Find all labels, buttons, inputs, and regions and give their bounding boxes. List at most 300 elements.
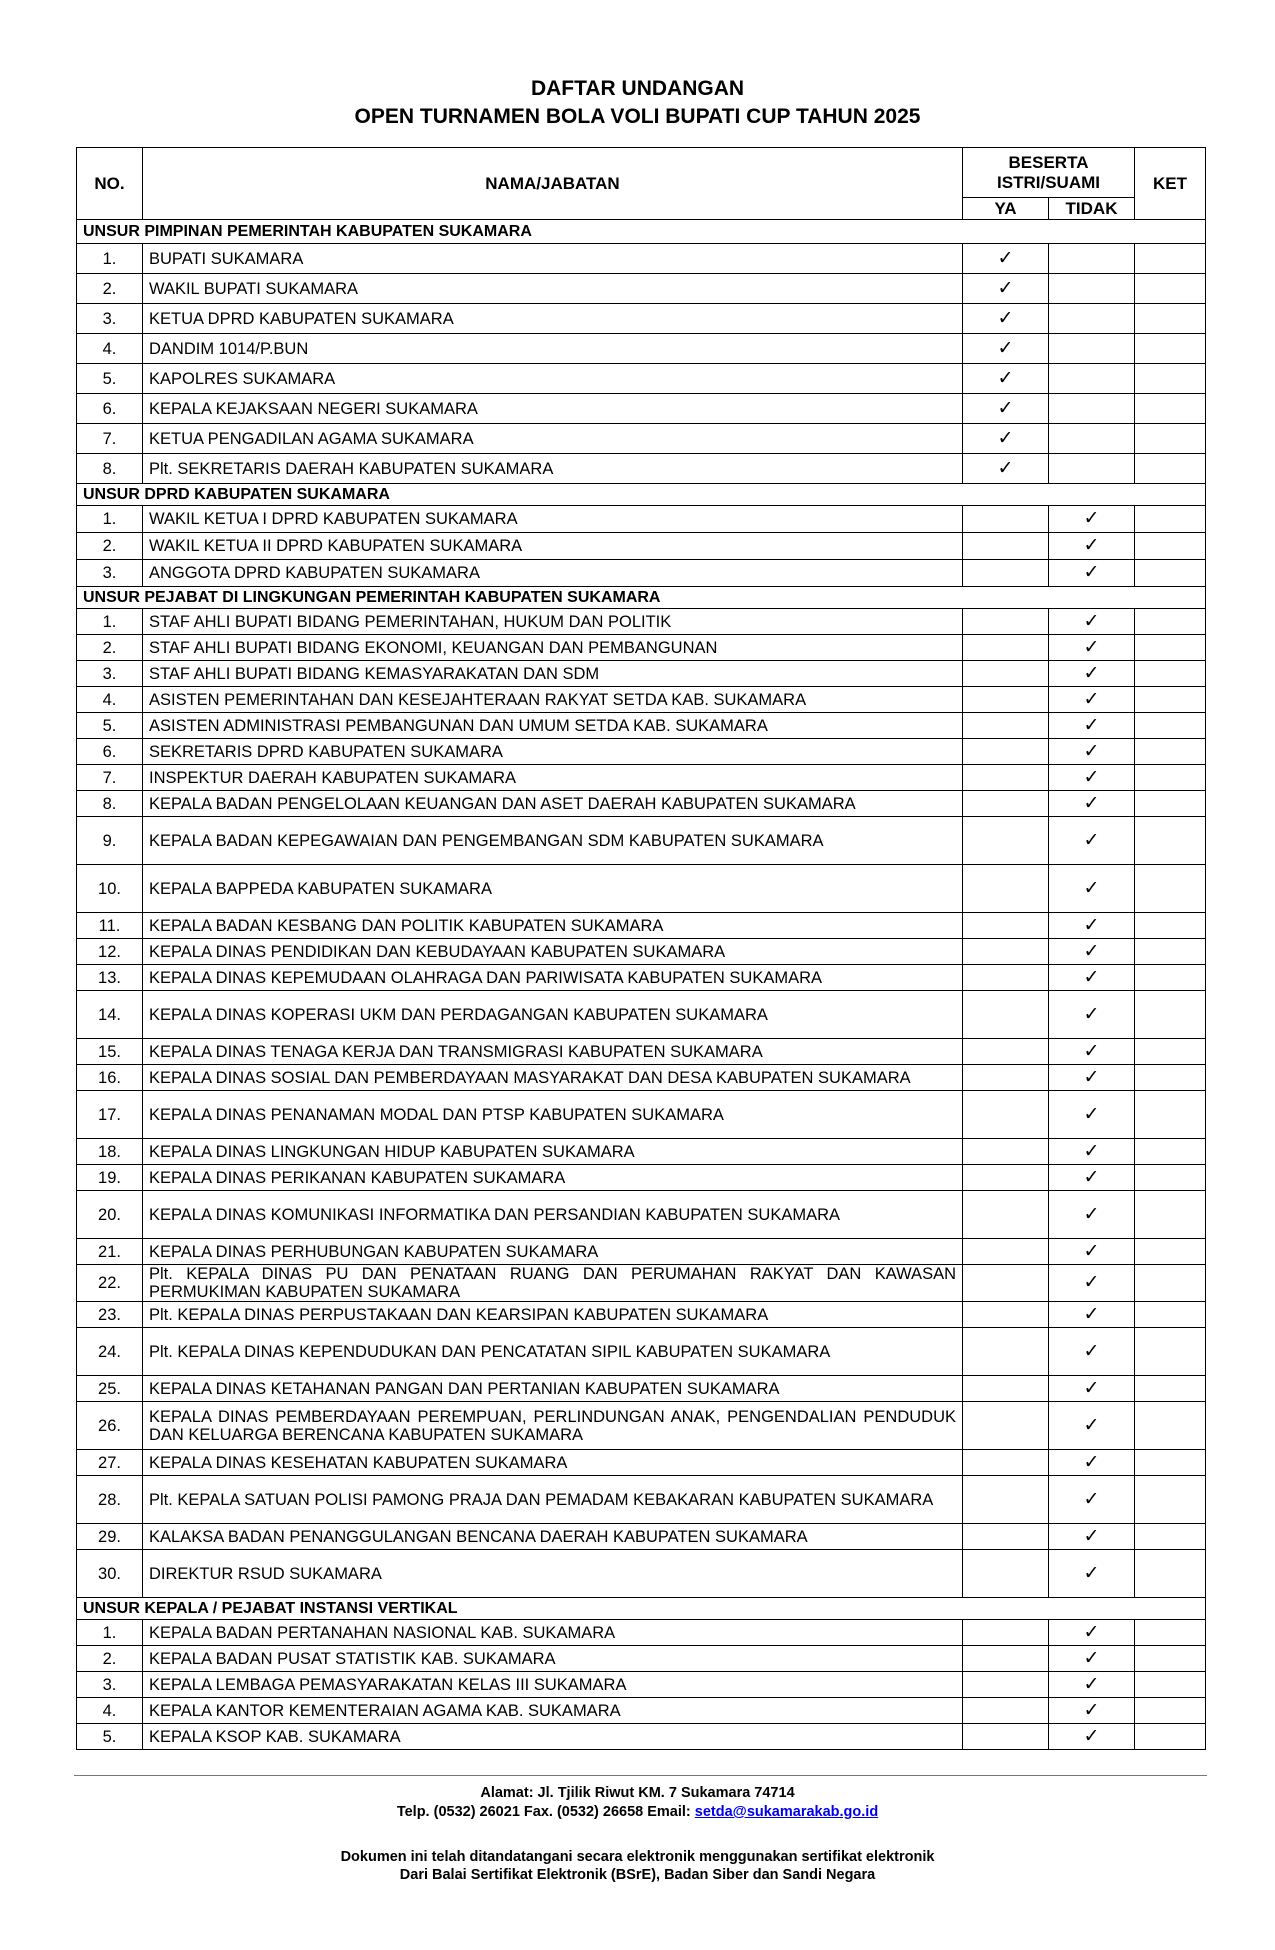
col-header-tidak: TIDAK (1049, 198, 1135, 220)
row-number: 2. (77, 533, 143, 560)
table-row (77, 791, 1206, 817)
check-mark-icon: ✓ (1083, 940, 1100, 962)
ket-cell (1135, 1328, 1206, 1376)
row-position-name: DANDIM 1014/P.BUN (143, 334, 963, 364)
tidak-cell (1049, 334, 1135, 364)
table-row (77, 1265, 1206, 1302)
check-mark-icon: ✓ (1083, 610, 1100, 632)
row-position-name: KEPALA DINAS PERIKANAN KABUPATEN SUKAMARA (143, 1165, 963, 1191)
row-position-name: Plt. SEKRETARIS DAERAH KABUPATEN SUKAMARA (143, 454, 963, 484)
check-mark-icon: ✓ (1083, 877, 1100, 899)
table-row (77, 661, 1206, 687)
tidak-cell (1049, 817, 1135, 865)
ket-cell (1135, 739, 1206, 765)
tidak-cell (1049, 1139, 1135, 1165)
table-row (77, 364, 1206, 394)
ya-cell (963, 1265, 1049, 1302)
row-position-name: Plt. KEPALA SATUAN POLISI PAMONG PRAJA DAN PEMADAM KEBAKARAN KABUPATEN SUKAMARA (143, 1476, 963, 1524)
ya-cell (963, 1550, 1049, 1598)
ket-cell (1135, 1672, 1206, 1698)
row-number: 28. (77, 1476, 143, 1524)
ya-cell (963, 1402, 1049, 1450)
row-position-name: KALAKSA BADAN PENANGGULANGAN BENCANA DAERAH KABUPATEN SUKAMARA (143, 1524, 963, 1550)
table-row (77, 304, 1206, 334)
check-mark-icon: ✓ (997, 367, 1014, 389)
ket-cell (1135, 1065, 1206, 1091)
row-position-name: KEPALA DINAS KOPERASI UKM DAN PERDAGANGAN KABUPATEN SUKAMARA (143, 991, 963, 1039)
tidak-cell (1049, 1698, 1135, 1724)
ket-cell (1135, 913, 1206, 939)
section-title: UNSUR KEPALA / PEJABAT INSTANSI VERTIKAL (77, 1598, 1206, 1620)
row-number: 22. (77, 1265, 143, 1302)
ket-cell (1135, 274, 1206, 304)
ya-cell (963, 1376, 1049, 1402)
ya-cell (963, 1328, 1049, 1376)
ya-cell (963, 1165, 1049, 1191)
table-row (77, 1302, 1206, 1328)
tidak-cell (1049, 1328, 1135, 1376)
row-number: 1. (77, 506, 143, 533)
tidak-cell (1049, 1165, 1135, 1191)
row-number: 10. (77, 865, 143, 913)
ket-cell (1135, 1620, 1206, 1646)
ya-cell (963, 1139, 1049, 1165)
ya-cell (963, 1450, 1049, 1476)
ya-cell (963, 687, 1049, 713)
row-number: 20. (77, 1191, 143, 1239)
check-mark-icon: ✓ (1083, 792, 1100, 814)
row-position-name: ASISTEN PEMERINTAHAN DAN KESEJAHTERAAN RAKYAT SETDA KAB. SUKAMARA (143, 687, 963, 713)
check-mark-icon: ✓ (1083, 1103, 1100, 1125)
check-mark-icon: ✓ (1083, 1040, 1100, 1062)
table-row (77, 1724, 1206, 1750)
ket-cell (1135, 687, 1206, 713)
tidak-cell (1049, 454, 1135, 484)
ket-cell (1135, 364, 1206, 394)
table-row (77, 1376, 1206, 1402)
ya-cell (963, 1302, 1049, 1328)
tidak-cell (1049, 1376, 1135, 1402)
table-row (77, 424, 1206, 454)
tidak-cell (1049, 1265, 1135, 1302)
check-mark-icon: ✓ (1083, 1562, 1100, 1584)
row-number: 21. (77, 1239, 143, 1265)
row-number: 18. (77, 1139, 143, 1165)
check-mark-icon: ✓ (1083, 1673, 1100, 1695)
row-position-name: KEPALA DINAS PENANAMAN MODAL DAN PTSP KABUPATEN SUKAMARA (143, 1091, 963, 1139)
tidak-cell (1049, 713, 1135, 739)
ket-cell (1135, 1265, 1206, 1302)
row-number: 6. (77, 739, 143, 765)
row-position-name: KEPALA DINAS KETAHANAN PANGAN DAN PERTANIAN KABUPATEN SUKAMARA (143, 1376, 963, 1402)
section-header-row (77, 1598, 1206, 1620)
check-mark-icon: ✓ (1083, 1166, 1100, 1188)
row-number: 7. (77, 765, 143, 791)
ya-cell (963, 454, 1049, 484)
section-header-row (77, 484, 1206, 506)
tidak-cell (1049, 1091, 1135, 1139)
check-mark-icon: ✓ (997, 337, 1014, 359)
table-row (77, 817, 1206, 865)
ya-cell (963, 661, 1049, 687)
check-mark-icon: ✓ (1083, 562, 1100, 583)
ket-cell (1135, 1091, 1206, 1139)
row-position-name: KEPALA BADAN KEPEGAWAIAN DAN PENGEMBANGAN SDM KABUPATEN SUKAMARA (143, 817, 963, 865)
table-row (77, 334, 1206, 364)
table-row (77, 1191, 1206, 1239)
tidak-cell (1049, 364, 1135, 394)
ket-cell (1135, 454, 1206, 484)
row-position-name: STAF AHLI BUPATI BIDANG EKONOMI, KEUANGAN DAN PEMBANGUNAN (143, 635, 963, 661)
col-header-no: NO. (77, 148, 143, 220)
check-mark-icon: ✓ (1083, 829, 1100, 851)
row-number: 1. (77, 609, 143, 635)
ket-cell (1135, 506, 1206, 533)
ya-cell (963, 865, 1049, 913)
check-mark-icon: ✓ (997, 247, 1014, 269)
table-row (77, 1039, 1206, 1065)
table-row (77, 1139, 1206, 1165)
tidak-cell (1049, 274, 1135, 304)
tidak-cell (1049, 991, 1135, 1039)
ya-cell (963, 939, 1049, 965)
tidak-cell (1049, 687, 1135, 713)
tidak-cell (1049, 1302, 1135, 1328)
row-number: 19. (77, 1165, 143, 1191)
tidak-cell (1049, 865, 1135, 913)
ket-cell (1135, 965, 1206, 991)
row-number: 15. (77, 1039, 143, 1065)
table-row (77, 1065, 1206, 1091)
check-mark-icon: ✓ (1083, 714, 1100, 736)
check-mark-icon: ✓ (1083, 1203, 1100, 1225)
ya-cell (963, 1524, 1049, 1550)
row-number: 3. (77, 304, 143, 334)
table-row (77, 965, 1206, 991)
row-position-name: KEPALA BAPPEDA KABUPATEN SUKAMARA (143, 865, 963, 913)
ya-cell (963, 791, 1049, 817)
ya-cell (963, 1039, 1049, 1065)
document-subtitle: OPEN TURNAMEN BOLA VOLI BUPATI CUP TAHUN 2025 (354, 105, 921, 128)
row-position-name: WAKIL KETUA II DPRD KABUPATEN SUKAMARA (143, 533, 963, 560)
table-row (77, 560, 1206, 587)
row-number: 5. (77, 713, 143, 739)
check-mark-icon: ✓ (1083, 1272, 1100, 1293)
row-number: 26. (77, 1402, 143, 1450)
ket-cell (1135, 635, 1206, 661)
row-position-name: KAPOLRES SUKAMARA (143, 364, 963, 394)
row-number: 25. (77, 1376, 143, 1402)
ket-cell (1135, 1139, 1206, 1165)
table-row (77, 713, 1206, 739)
row-position-name: KEPALA LEMBAGA PEMASYARAKATAN KELAS III SUKAMARA (143, 1672, 963, 1698)
ya-cell (963, 364, 1049, 394)
section-title: UNSUR PIMPINAN PEMERINTAH KABUPATEN SUKAMARA (77, 220, 1206, 244)
document-title: DAFTAR UNDANGAN (530, 77, 745, 100)
tidak-cell (1049, 1239, 1135, 1265)
table-row (77, 609, 1206, 635)
ket-cell (1135, 1450, 1206, 1476)
col-header-beserta: BESERTA ISTRI/SUAMI (963, 148, 1135, 198)
footer-address: Alamat: Jl. Tjilik Riwut KM. 7 Sukamara 74714 (480, 1785, 795, 1801)
row-number: 17. (77, 1091, 143, 1139)
row-number: 3. (77, 1672, 143, 1698)
footer-phone: Telp. (0532) 26021 Fax. (0532) 26658 Email: (396, 1804, 691, 1820)
tidak-cell (1049, 965, 1135, 991)
row-position-name: ASISTEN ADMINISTRASI PEMBANGUNAN DAN UMUM SETDA KAB. SUKAMARA (143, 713, 963, 739)
row-number: 4. (77, 334, 143, 364)
ya-cell (963, 1672, 1049, 1698)
ya-cell (963, 817, 1049, 865)
row-number: 6. (77, 394, 143, 424)
row-position-name: DIREKTUR RSUD SUKAMARA (143, 1550, 963, 1598)
table-row (77, 1620, 1206, 1646)
row-position-name: KEPALA BADAN PUSAT STATISTIK KAB. SUKAMARA (143, 1646, 963, 1672)
table-row (77, 506, 1206, 533)
table-row (77, 1165, 1206, 1191)
table-row (77, 635, 1206, 661)
check-mark-icon: ✓ (1083, 1240, 1100, 1262)
col-header-ya: YA (963, 198, 1049, 220)
row-position-name: WAKIL KETUA I DPRD KABUPATEN SUKAMARA (143, 506, 963, 533)
ket-cell (1135, 560, 1206, 587)
ket-cell (1135, 1698, 1206, 1724)
row-position-name: KEPALA KEJAKSAAN NEGERI SUKAMARA (143, 394, 963, 424)
col-header-ket: KET (1135, 148, 1206, 220)
row-position-name: KEPALA BADAN KESBANG DAN POLITIK KABUPATEN SUKAMARA (143, 913, 963, 939)
ket-cell (1135, 661, 1206, 687)
table-row (77, 865, 1206, 913)
row-position-name: Plt. KEPALA DINAS KEPENDUDUKAN DAN PENCATATAN SIPIL KABUPATEN SUKAMARA (143, 1328, 963, 1376)
row-number: 4. (77, 1698, 143, 1724)
row-position-name: KETUA PENGADILAN AGAMA SUKAMARA (143, 424, 963, 454)
check-mark-icon: ✓ (1083, 1488, 1100, 1510)
tidak-cell (1049, 913, 1135, 939)
check-mark-icon: ✓ (1083, 636, 1100, 658)
check-mark-icon: ✓ (1083, 1140, 1100, 1162)
ya-cell (963, 1646, 1049, 1672)
ya-cell (963, 424, 1049, 454)
ket-cell (1135, 1302, 1206, 1328)
tidak-cell (1049, 1724, 1135, 1750)
ket-cell (1135, 1524, 1206, 1550)
ket-cell (1135, 394, 1206, 424)
table-row (77, 913, 1206, 939)
row-position-name: INSPEKTUR DAERAH KABUPATEN SUKAMARA (143, 765, 963, 791)
table-row (77, 244, 1206, 274)
tidak-cell (1049, 939, 1135, 965)
table-body (77, 220, 1206, 1750)
ya-cell (963, 1698, 1049, 1724)
row-position-name: KEPALA DINAS PEMBERDAYAAN PEREMPUAN, PERLINDUNGAN ANAK, PENGENDALIAN PENDUDUK DAN KELUARGA BERENCANA KABUPATEN SUKAMARA (143, 1402, 963, 1450)
check-mark-icon: ✓ (1083, 1647, 1100, 1669)
check-mark-icon: ✓ (1083, 1725, 1100, 1747)
row-number: 1. (77, 244, 143, 274)
ya-cell (963, 713, 1049, 739)
section-title: UNSUR DPRD KABUPATEN SUKAMARA (77, 484, 1206, 506)
ya-cell (963, 913, 1049, 939)
ya-cell (963, 506, 1049, 533)
row-number: 9. (77, 817, 143, 865)
ket-cell (1135, 1239, 1206, 1265)
row-position-name: KEPALA KSOP KAB. SUKAMARA (143, 1724, 963, 1750)
ya-cell (963, 334, 1049, 364)
row-position-name: STAF AHLI BUPATI BIDANG KEMASYARAKATAN DAN SDM (143, 661, 963, 687)
esign-note-line2: Dari Balai Sertifikat Elektronik (BSrE), Badan Siber dan Sandi Negara (399, 1867, 876, 1883)
check-mark-icon: ✓ (1083, 1525, 1100, 1547)
table-row (77, 1646, 1206, 1672)
table-row (77, 1698, 1206, 1724)
row-position-name: KETUA DPRD KABUPATEN SUKAMARA (143, 304, 963, 334)
tidak-cell (1049, 1524, 1135, 1550)
ya-cell (963, 1239, 1049, 1265)
row-number: 29. (77, 1524, 143, 1550)
table-row (77, 939, 1206, 965)
tidak-cell (1049, 424, 1135, 454)
check-mark-icon: ✓ (997, 277, 1014, 299)
row-position-name: Plt. KEPALA DINAS PERPUSTAKAAN DAN KEARSIPAN KABUPATEN SUKAMARA (143, 1302, 963, 1328)
table-row (77, 1524, 1206, 1550)
ket-cell (1135, 334, 1206, 364)
row-position-name: KEPALA DINAS SOSIAL DAN PEMBERDAYAAN MASYARAKAT DAN DESA KABUPATEN SUKAMARA (143, 1065, 963, 1091)
tidak-cell (1049, 791, 1135, 817)
row-position-name: ANGGOTA DPRD KABUPATEN SUKAMARA (143, 560, 963, 587)
check-mark-icon: ✓ (1083, 508, 1100, 529)
table-row (77, 991, 1206, 1039)
row-number: 5. (77, 364, 143, 394)
check-mark-icon: ✓ (1083, 1451, 1100, 1473)
ket-cell (1135, 713, 1206, 739)
tidak-cell (1049, 1620, 1135, 1646)
check-mark-icon: ✓ (997, 307, 1014, 329)
row-number: 30. (77, 1550, 143, 1598)
ket-cell (1135, 609, 1206, 635)
table-row (77, 687, 1206, 713)
ya-cell (963, 991, 1049, 1039)
ya-cell (963, 1091, 1049, 1139)
row-position-name: KEPALA DINAS LINGKUNGAN HIDUP KABUPATEN SUKAMARA (143, 1139, 963, 1165)
tidak-cell (1049, 1646, 1135, 1672)
row-number: 27. (77, 1450, 143, 1476)
tidak-cell (1049, 609, 1135, 635)
row-number: 16. (77, 1065, 143, 1091)
ket-cell (1135, 424, 1206, 454)
table-row (77, 739, 1206, 765)
row-position-name: KEPALA DINAS KEPEMUDAAN OLAHRAGA DAN PARIWISATA KABUPATEN SUKAMARA (143, 965, 963, 991)
row-position-name: KEPALA BADAN PENGELOLAAN KEUANGAN DAN ASET DAERAH KABUPATEN SUKAMARA (143, 791, 963, 817)
ya-cell (963, 765, 1049, 791)
row-number: 24. (77, 1328, 143, 1376)
check-mark-icon: ✓ (1083, 914, 1100, 936)
check-mark-icon: ✓ (1083, 535, 1100, 556)
ket-cell (1135, 1039, 1206, 1065)
row-number: 3. (77, 661, 143, 687)
table-row (77, 1672, 1206, 1698)
section-header-row (77, 587, 1206, 609)
row-position-name: BUPATI SUKAMARA (143, 244, 963, 274)
check-mark-icon: ✓ (1083, 1003, 1100, 1025)
footer-email-link[interactable]: setda@sukamarakab.go.id (694, 1804, 879, 1820)
ket-cell (1135, 1376, 1206, 1402)
table-row (77, 394, 1206, 424)
row-number: 5. (77, 1724, 143, 1750)
check-mark-icon: ✓ (1083, 1414, 1100, 1436)
row-number: 4. (77, 687, 143, 713)
ket-cell (1135, 991, 1206, 1039)
check-mark-icon: ✓ (997, 457, 1014, 479)
check-mark-icon: ✓ (1083, 1303, 1100, 1325)
tidak-cell (1049, 1672, 1135, 1698)
row-number: 11. (77, 913, 143, 939)
row-position-name: SEKRETARIS DPRD KABUPATEN SUKAMARA (143, 739, 963, 765)
ket-cell (1135, 244, 1206, 274)
ket-cell (1135, 765, 1206, 791)
table-row (77, 1476, 1206, 1524)
tidak-cell (1049, 1039, 1135, 1065)
ya-cell (963, 244, 1049, 274)
tidak-cell (1049, 1191, 1135, 1239)
ya-cell (963, 1191, 1049, 1239)
table-row (77, 1091, 1206, 1139)
tidak-cell (1049, 1476, 1135, 1524)
tidak-cell (1049, 244, 1135, 274)
ya-cell (963, 304, 1049, 334)
ya-cell (963, 609, 1049, 635)
row-number: 2. (77, 1646, 143, 1672)
row-number: 12. (77, 939, 143, 965)
footer-divider (74, 1775, 1207, 1776)
tidak-cell (1049, 506, 1135, 533)
ya-cell (963, 1065, 1049, 1091)
row-position-name: KEPALA BADAN PERTANAHAN NASIONAL KAB. SUKAMARA (143, 1620, 963, 1646)
table-row (77, 1239, 1206, 1265)
ya-cell (963, 1724, 1049, 1750)
ket-cell (1135, 1165, 1206, 1191)
section-header-row (77, 220, 1206, 244)
ket-cell (1135, 304, 1206, 334)
tidak-cell (1049, 765, 1135, 791)
row-position-name: KEPALA DINAS KOMUNIKASI INFORMATIKA DAN PERSANDIAN KABUPATEN SUKAMARA (143, 1191, 963, 1239)
row-number: 13. (77, 965, 143, 991)
table-row (77, 765, 1206, 791)
ya-cell (963, 739, 1049, 765)
row-position-name: KEPALA DINAS KESEHATAN KABUPATEN SUKAMARA (143, 1450, 963, 1476)
check-mark-icon: ✓ (1083, 766, 1100, 788)
invitation-table (76, 147, 1206, 1750)
table-row (77, 454, 1206, 484)
ya-cell (963, 965, 1049, 991)
footer-contact (0, 1803, 1275, 1822)
check-mark-icon: ✓ (1083, 966, 1100, 988)
tidak-cell (1049, 560, 1135, 587)
row-number: 14. (77, 991, 143, 1039)
ya-cell (963, 394, 1049, 424)
row-number: 2. (77, 274, 143, 304)
check-mark-icon: ✓ (1083, 1066, 1100, 1088)
ket-cell (1135, 1402, 1206, 1450)
tidak-cell (1049, 1402, 1135, 1450)
tidak-cell (1049, 1450, 1135, 1476)
check-mark-icon: ✓ (997, 397, 1014, 419)
ya-cell (963, 1620, 1049, 1646)
ket-cell (1135, 1646, 1206, 1672)
ya-cell (963, 1476, 1049, 1524)
row-number: 3. (77, 560, 143, 587)
ya-cell (963, 635, 1049, 661)
tidak-cell (1049, 1550, 1135, 1598)
check-mark-icon: ✓ (1083, 1377, 1100, 1399)
table-row (77, 1328, 1206, 1376)
